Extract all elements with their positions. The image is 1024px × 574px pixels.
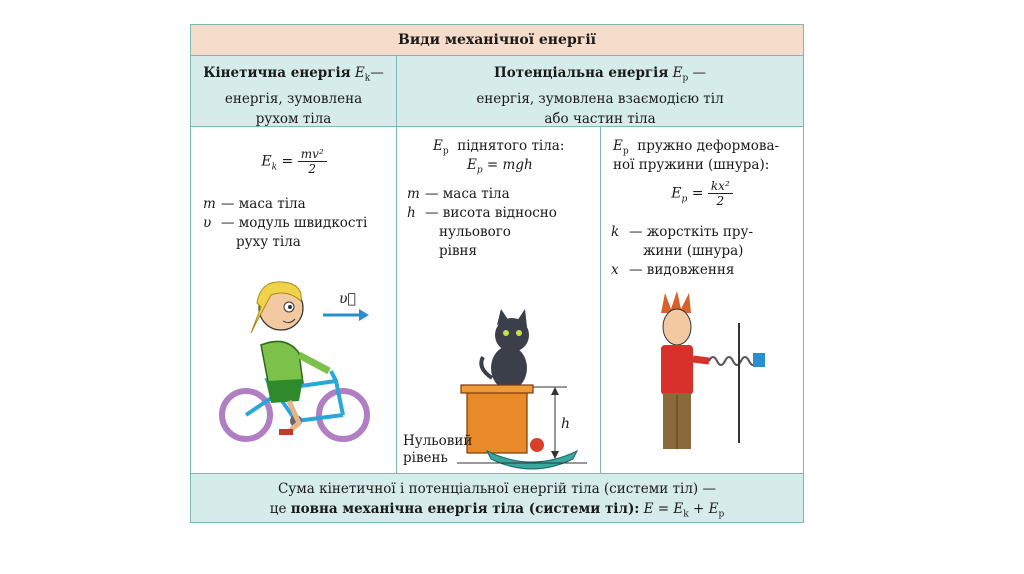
- raised-title: $E_p$ піднятого тіла:: [433, 138, 565, 157]
- footer-line-1: Сума кінетичної і потенціальної енергій тіла (системи тіл) —: [278, 481, 716, 497]
- spring-legend-k: k — жорсткіть пру-: [611, 224, 754, 240]
- cyclist-illustration: [191, 263, 397, 473]
- footer-line-2: це повна механічна енергія тіла (системи тіл): $E = E_k + E_p$: [269, 501, 725, 520]
- legend-v-cont: руху тіла: [236, 234, 301, 250]
- spring-title-1: $E_p$ пружно деформова-: [613, 138, 780, 157]
- spring-legend-x: x — видовження: [611, 262, 735, 278]
- spring-column: [601, 127, 803, 473]
- legend-v: υ — модуль швидкості: [203, 215, 368, 231]
- potential-header-bold: Потенціальна енергія: [493, 65, 669, 81]
- spring-title-2: ної пружини (шнура):: [613, 157, 770, 173]
- h-label: h: [561, 416, 571, 432]
- raised-legend-cont2: рівня: [439, 243, 478, 259]
- footer-summary: [191, 473, 803, 522]
- energy-table: [190, 24, 804, 523]
- spring-illustration: [601, 283, 803, 473]
- raised-legend-h: h — висота відносно: [407, 205, 557, 221]
- kinetic-formula: $E_k$ = $\frac{\text{mv²}}{2}$: [191, 147, 397, 176]
- spring-formula: $E_p$ = $\frac{\text{kx²}}{2}$: [601, 179, 803, 208]
- spring-legend-k-cont: жини (шнура): [643, 243, 744, 259]
- potential-header: Потенціальна енергія $E_p$ — енергія, зумовлена взаємодією тіл або частин тіла: [397, 56, 803, 127]
- raised-column: [397, 127, 601, 473]
- zero-level-label-2: рівень: [403, 450, 448, 466]
- raised-formula: $E_p$ = mgh: [467, 157, 533, 176]
- velocity-label: υ⃗: [339, 291, 356, 307]
- zero-level-label-1: Нульовий: [403, 433, 473, 449]
- legend-m: m — маса тіла: [203, 196, 306, 212]
- kinetic-column: [191, 127, 397, 473]
- raised-legend-m: m — маса тіла: [407, 186, 510, 202]
- kinetic-header: Кінетична енергія $E_k—$ енергія, зумовлена рухом тіла: [191, 56, 397, 127]
- table-title: Види механічної енергії: [191, 25, 803, 56]
- kinetic-header-bold: Кінетична енергія: [203, 65, 351, 81]
- raised-legend-cont1: нульового: [439, 224, 511, 240]
